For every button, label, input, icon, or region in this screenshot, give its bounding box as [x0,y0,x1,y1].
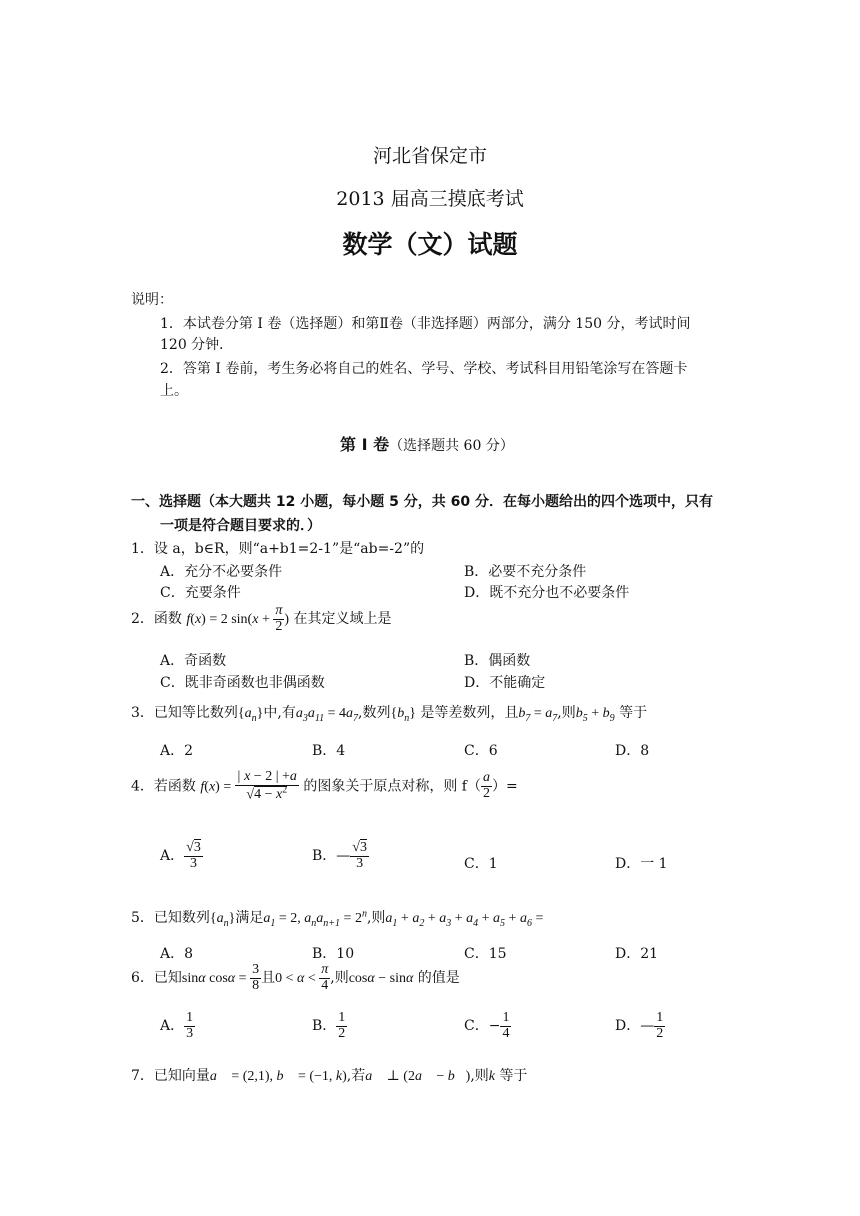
q2-tail: 在其定义域上是 [293,611,392,628]
q3-text-4: ,则 [557,705,576,721]
q2-formula: f [186,612,191,628]
q2-option-a: A．奇函数 [160,653,227,669]
q4-arg-fraction: $\frac{a}{2}$ [482,770,490,802]
q1-option-c: C．充要条件 [160,585,241,601]
q6-tail: 的值是 [417,970,460,987]
q5-option-b: B．10 [312,946,355,962]
q3-text-3: 是等差数列，且 [420,705,519,721]
q2-option-d: D．不能确定 [464,675,546,691]
q6-option-a-value: $\frac{1}{3}$ [186,1010,194,1041]
instruction-2b: 上。 [160,383,188,399]
q4-option-b-label: B．— [312,848,351,865]
q4-tail-1: 的图象关于原点对称，则 f（ [303,778,481,795]
question-3-stem: 3．已知等比数列$\{a_n\}$中,有$a_3a_{11} = 4a_7$,数列$\{b_n\}$ 是等差数列，且$b_7 = a_7$,则$b_5 + b_9$ 等于 [131,705,648,724]
instruction-1b: 120 分钟． [160,337,234,353]
q7-number: 7．已知向量 [131,1068,210,1084]
exam-line: 2013 届高三摸底考试 [336,188,524,210]
q4-option-b [312,841,369,871]
q7-text-1: ,若 [346,1068,366,1084]
q3-option-c: C．6 [464,743,498,759]
q6-option-b-label: B． [312,1018,337,1035]
q5-text-1: 满足 [235,910,264,926]
q6-option-d [615,1011,665,1041]
instruction-2a: 2．答第 I 卷前，考生务必将自己的姓名、学号、学校、考试科目用铅笔涂写在答题卡 [160,361,688,377]
q3-option-b: B．4 [312,743,346,759]
q4-tail-2: ）= [491,778,518,795]
instructions-label: 说明： [131,292,173,308]
part-subtitle: （选择题共 60 分） [389,438,514,454]
school-line: 河北省保定市 [372,145,487,167]
q3-text-1: 中,有 [263,705,296,721]
q5-option-a: A．8 [160,946,194,962]
q3-option-a: A．2 [160,743,194,759]
question-6-stem: 6．已知sinα cosα = $\frac{3}{8}$ 且0 < α < $\frac{\pi}{4}$ ,则cosα − sinα 的值是 [131,962,460,993]
section-heading-1: 一、选择题（本大题共 12 小题，每小题 5 分，共 60 分．在每小题给出的四个选项中，只有 [131,494,713,510]
part-title: 第 Ⅰ 卷 [340,435,390,454]
q5-option-c: C．15 [464,946,507,962]
q7-tail: 等于 [499,1068,528,1084]
q2-number: 2．函数 [131,611,182,628]
q6-fraction-1: $\frac{3}{8}$ [252,962,260,993]
q5-text-2: ,则 [366,910,386,926]
q6-text-2: ,则 [330,970,349,987]
page-title: 数学（文）试题 [342,230,518,259]
q6-option-a-label: A． [160,1018,185,1035]
q2-option-c: C．既非奇函数也非偶函数 [160,675,325,691]
section-heading-2: 一项是符合题目要求的．） [160,518,321,534]
question-4-stem: 4．若函数 f(x) = $\frac{| x - 2 | +a}{√4 - x^2}$ 的图象关于原点对称，则 f（ $\frac{a}{2}$ ）= [131,769,518,803]
q2-fraction: $\frac{\pi}{2}$ [275,603,283,634]
q6-option-d-value: $\frac{1}{2}$ [656,1010,664,1041]
q4-option-a-value: $\frac{√3}{3}$ [186,840,201,871]
q7-text-2: ,则 [470,1068,489,1084]
q4-option-b-value: $\frac{√3}{3}$ [352,840,367,871]
q6-fraction-2: $\frac{\pi}{4}$ [321,962,329,993]
q4-option-a [160,841,203,871]
q6-number: 6．已知 [131,970,182,987]
q1-option-a: A．充分不必要条件 [160,564,283,580]
q4-number: 4．若函数 [131,778,196,795]
q4-option-d: D．一 1 [615,856,668,872]
q1-option-d: D．既不充分也不必要条件 [464,585,630,601]
instruction-1a: 1．本试卷分第 I 卷（选择题）和第Ⅱ卷（非选择题）两部分，满分 150 分，考试时间 [160,316,691,332]
q4-option-c: C．1 [464,856,498,872]
q4-option-a-label: A． [160,848,185,865]
q2-option-b: B．偶函数 [464,653,531,669]
q6-text-1: 且 [261,970,276,987]
q6-option-c-label: C．− [464,1018,501,1035]
q6-option-b [312,1011,347,1041]
q6-option-d-label: D．— [615,1018,655,1035]
q6-option-a [160,1011,195,1041]
q6-option-b-value: $\frac{1}{2}$ [338,1010,346,1041]
question-7-stem: 7．已知向量a⃗ = (2,1), b⃗ = (−1, k),若a⃗ ⊥ (2a⃗ − b⃗),则k 等于 [131,1068,528,1084]
part-heading [340,432,514,455]
q1-option-b: B．必要不充分条件 [464,564,587,580]
q3-number: 3．已知等比数列 [131,705,238,721]
q5-option-d: D．21 [615,946,659,962]
question-5-stem: 5．已知数列$\{a_n\}$满足$a_1 = 2$, $a_na_{n+1} = 2^n$,则$a_1 + a_2 + a_3 + a_4 + a_5 + a_6$ = [131,908,544,929]
question-1-stem: 1．设 a，b∈R，则“a+b1=2-1”是“ab=-2”的 [131,541,425,557]
q4-fraction: $\frac{| x - 2 | +a}{√4 - x^2}$ [236,769,297,803]
q3-text-2: ,数列 [358,705,391,721]
q6-option-c [464,1011,511,1041]
q6-option-c-value: $\frac{1}{4}$ [502,1010,510,1041]
question-2-stem: 2．函数 f(x) = 2 sin(x + $\frac{\pi}{2}$ ) 在其定义域上是 [131,603,392,634]
q5-number: 5．已知数列 [131,910,210,926]
q3-tail: 等于 [619,705,648,721]
q3-option-d: D．8 [615,743,650,759]
